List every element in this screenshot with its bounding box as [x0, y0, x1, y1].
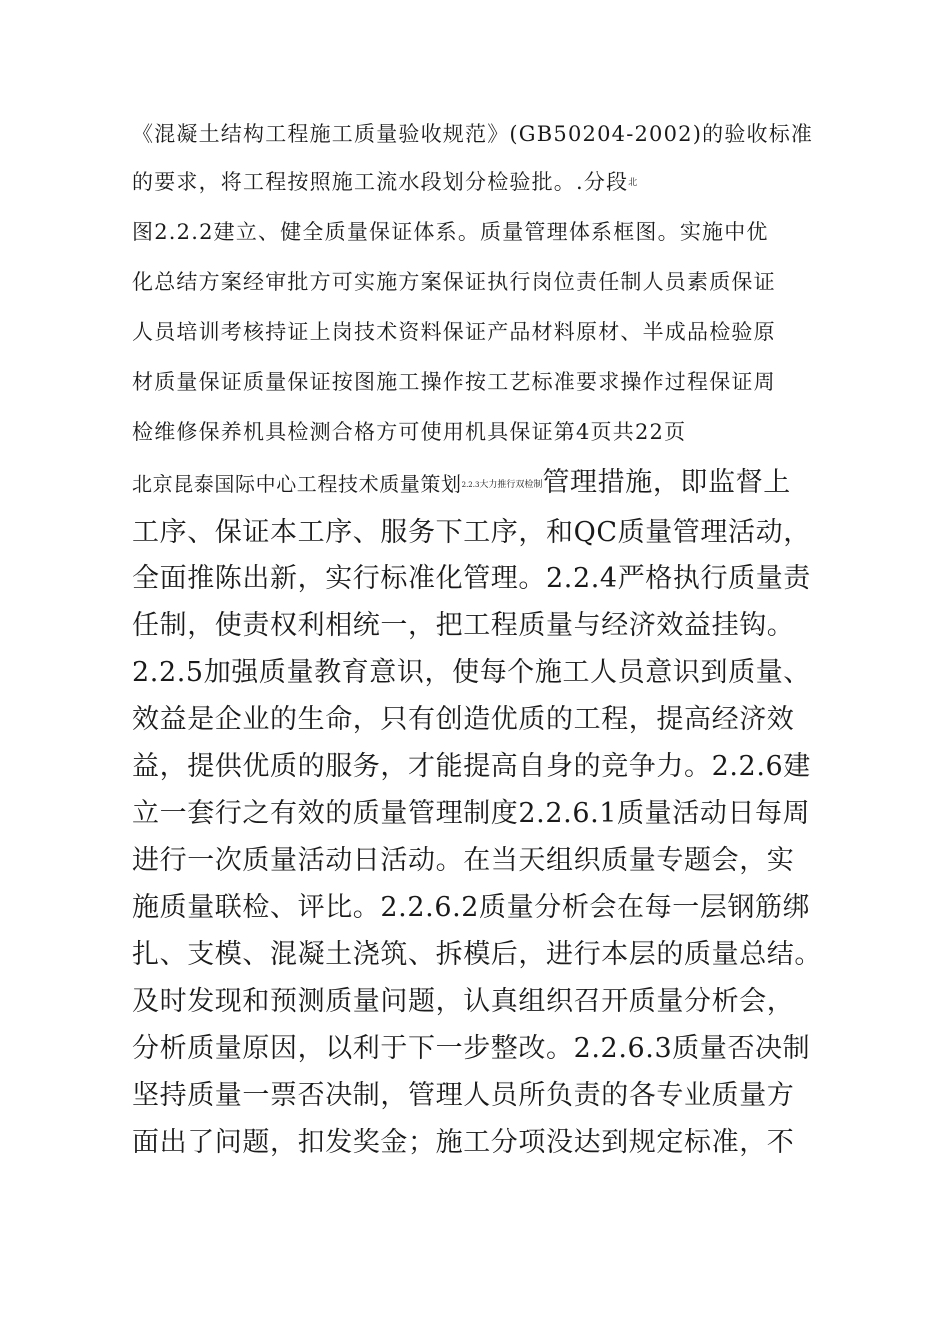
body-line-8: 进行一次质量活动日活动。在当天组织质量专题会，实	[132, 845, 795, 876]
body-line-1: 工序、保证本工序、服务下工序，和QC质量管理活动，	[132, 517, 811, 548]
body-line-9: 施质量联检、评比。2.2.6.2质量分析会在每一层钢筋绑	[132, 892, 811, 923]
text-line-6: 材质量保证质量保证按图施工操作按工艺标准要求操作过程保证周	[132, 370, 776, 394]
header-small-text: 大力推行双检制	[479, 480, 543, 490]
text-line-3: 图2.2.2建立、健全质量保证体系。质量管理体系框图。实施中优	[132, 220, 769, 244]
body-line-6: 益，提供优质的服务，才能提高自身的竞争力。2.2.6建	[132, 751, 811, 782]
text-line-2-small: 北	[628, 178, 638, 188]
body-line-11: 及时发现和预测质量问题，认真组织召开质量分析会，	[132, 986, 795, 1017]
body-line-14: 面出了问题，扣发奖金；施工分项没达到规定标准，不	[132, 1127, 795, 1158]
text-line-2	[132, 166, 637, 196]
body-line-7: 立一套行之有效的质量管理制度2.2.6.1质量活动日每周	[132, 798, 811, 829]
header-small-number: 2.2.3	[461, 481, 480, 489]
body-line-10: 扎、支模、混凝土浇筑、拆模后，进行本层的质量总结。	[132, 939, 822, 970]
text-line-2-main: 的要求，将工程按照施工流水段划分检验批。.分段	[132, 170, 629, 194]
header-line	[132, 460, 791, 499]
body-line-13: 坚持质量一票否决制，管理人员所负责的各专业质量方	[132, 1080, 795, 1111]
body-line-5: 效益是企业的生命，只有创造优质的工程，提高经济效	[132, 704, 795, 735]
text-line-5: 人员培训考核持证上岗技术资料保证产品材料原材、半成品检验原	[132, 320, 776, 344]
text-line-1: 《混凝土结构工程施工质量验收规范》(GB50204-2002)的验收标准	[132, 122, 814, 146]
header-title: 北京昆泰国际中心工程技术质量策划	[132, 472, 462, 496]
body-line-2: 全面推陈出新，实行标准化管理。2.2.4严格执行质量责	[132, 563, 811, 594]
body-line-4: 2.2.5加强质量教育意识，使每个施工人员意识到质量、	[132, 657, 811, 688]
body-line-12: 分析质量原因，以利于下一步整改。2.2.6.3质量否决制	[132, 1033, 811, 1064]
header-continuation: 管理措施，即监督上	[542, 467, 791, 498]
text-line-7: 检维修保养机具检测合格方可使用机具保证第4页共22页	[132, 420, 687, 444]
body-line-3: 任制，使责权利相统一，把工程质量与经济效益挂钩。	[132, 610, 795, 641]
text-line-4: 化总结方案经审批方可实施方案保证执行岗位责任制人员素质保证	[132, 270, 776, 294]
